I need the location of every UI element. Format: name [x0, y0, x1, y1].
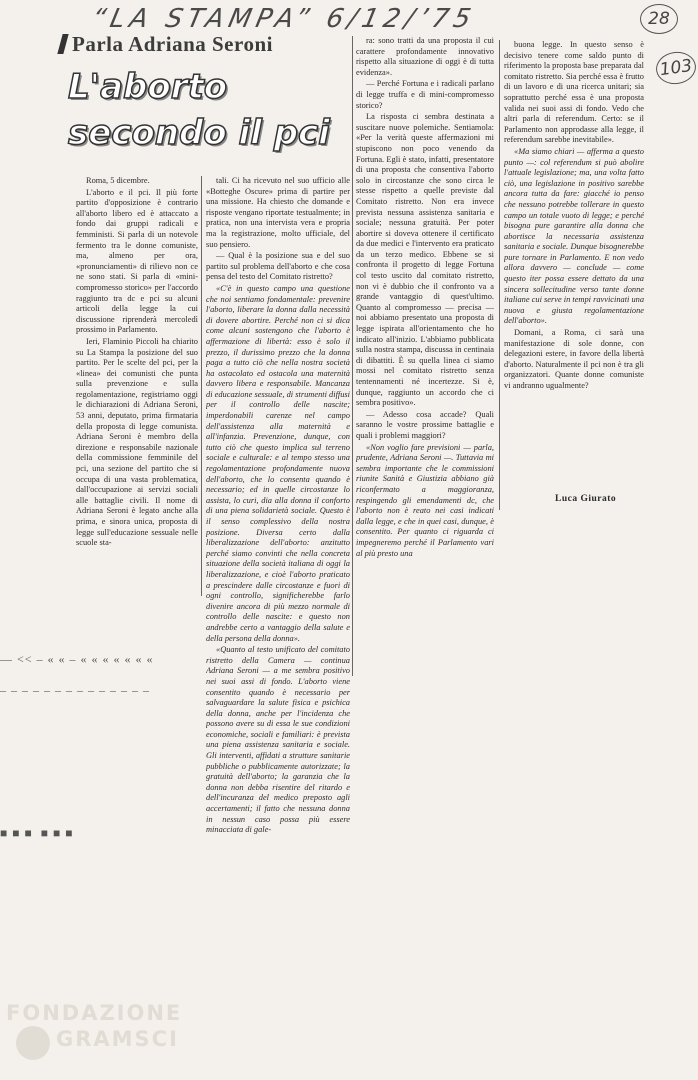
- paragraph: Domani, a Roma, ci sarà una manifestazione di sole donne, con delegazioni estere, in favore della libertà d'aborto. Naturalmente il pci non è tra gli organizzatori. Quante donne comuniste vi andranno ugualmente?: [504, 328, 644, 390]
- paragraph: buona legge. In questo senso è decisivo tenere come saldo punto di riferimento la proposta base preparata dal comitato ristretto. Sia perché essa è frutto di un lavoro e di una ricerca unitari; sia soprattutto perché essa è una proposta valida nei suoi assi di fondo. Vedo che altri parla di referendum. Certo: se il Parlamento non approdasse alla legge, il referendum sarebbe inevitabile».: [504, 40, 644, 145]
- kicker-text: Parla Adriana Seroni: [72, 32, 273, 56]
- paragraph: «Non voglio fare previsioni — parla, prudente, Adriana Seroni —. Tuttavia mi sembra importante che le commissioni riunite Sanità e Giustizia abbiano già riconfermato a maggioranza, respingendo gli emendamenti dc, che l'aborto non è reato nei casi indicati dalla legge, e che in quei casi, dunque, è consentito. Per quanto ci riguarda ci impegneremo perché il Parlamento vari al più presto una: [356, 442, 494, 558]
- column-divider: [499, 40, 500, 510]
- text-column-4: [504, 40, 644, 510]
- paragraph: ra: sono tratti da una proposta il cui carattere profondamente innovativo rispetto alla situazione di oggi è di tutta evidenza».: [356, 36, 494, 77]
- watermark-line-2: GRAMSCI: [56, 1027, 179, 1051]
- article-title: L'aborto secondo il pci: [68, 67, 330, 153]
- paragraph: Ieri, Flaminio Piccoli ha chiarito su La Stampa la posizione del suo partito. Per le scelte del pci, per la «linea» dei comunisti che punta sulla prevenzione e sulla regolamentazione, registriamo oggi le dichiarazioni di Adriana Seroni, 53 anni, deputato, prima firmataria della proposta di legge comunista. Adriana Seroni è membro della direzione e responsabile nazionale della commissione femminile del pci, una sezione del partito che si occupa di una vasta problematica, dall'occupazione ai servizi sociali alle battaglie civili. Il nome di Adriana Seroni è legato anche alla prima, e sinora unica, proposta di legge sull'educazione sessuale nelle scuole sta-: [76, 336, 198, 548]
- archive-watermark: [6, 1000, 182, 1052]
- fold-marks: — << – « « – « « « « « « «: [0, 652, 154, 666]
- watermark-line-1: FONDAZIONE: [6, 1001, 183, 1025]
- article-byline: Luca Giurato: [555, 494, 617, 504]
- text-column-3: [356, 36, 494, 666]
- text-column-2: [206, 176, 350, 1046]
- paragraph: «Quanto al testo unificato del comitato ristretto della Camera — continua Adriana Seroni — a me sembra positivo nei suoi assi di fondo. L'aborto viene consentito quando è necessario per salvaguardare la salute fisica e psichica della donna, anche per l'incidenza che possono avere su di essa le sue condizioni economiche, sociali e familiari: è prevista una piena assistenza sanitaria e sociale. Gli interventi, affidati a strutture sanitarie pubbliche o pubblicamente autorizzate; la gratuità dell'aborto; la garanzia che la donna non debba risentire del ritardo e dell'incuranza del medico preposto agli accertamenti; il fatto che nessuna donna in nessun caso possa più essere minacciata di gale-: [206, 645, 350, 835]
- paragraph: La risposta ci sembra destinata a suscitare nuove polemiche. Sentiamola: «Per la verità queste affermazioni mi stupiscono non poco venendo da Fortuna. Egli è stato, infatti, presentatore di una proposta che consentiva l'aborto solo in circostanze che sono circa le stesse rispetto a quelle previste dal Comitato ristretto. Non era invece prevista nessuna assistenza sanitaria e sociale; nessuna gratuità. Per poter abortire si doveva ottenere il certificato da due medici e l'intervento era praticato da un terzo medico. Ebbene se si confronta il progetto di legge Fortuna col testo uscito dal comitato ristretto, non vi è dubbio che il confronto va a grande vantaggio di quest'ultimo. Quanto al compromesso — precisa — noi abbiamo presentato una proposta di legge ispirata all'orientamento che ho indicato all'inizio. L'abbiamo pubblicata sulla nostra stampa, discussa in centinaia di dibattiti. È su quella linea ci siamo mossi nel comitato ristretto senza tentennamenti né incertezze. Si è, dunque, raggiunto un accordo che ci sembra positivo».: [356, 112, 494, 408]
- text-column-1: [76, 176, 198, 586]
- fold-marks: – – – – – – – – – – – – – –: [0, 683, 150, 697]
- paragraph: — Qual è la posizione sua e del suo partito sul problema dell'aborto e che cosa pensa del testo del Comitato ristretto?: [206, 251, 350, 282]
- slash-mark-icon: [57, 34, 68, 54]
- circled-page-number: 28: [640, 4, 678, 34]
- column-divider: [201, 176, 202, 596]
- paragraph: tali. Ci ha ricevuto nel suo ufficio alle «Botteghe Oscure» prima di partire per una missione. Ha chiesto che domande e risposte vengano riportate testualmente; in pratica, non una intervista vera e propria ma la registrazione, molto ufficiale, del suo pensiero.: [206, 176, 350, 249]
- column-divider: [352, 36, 353, 676]
- paragraph: — Adesso cosa accade? Quali saranno le vostre prossime battaglie e quali i problemi maggiori?: [356, 409, 494, 440]
- paragraph: — Perché Fortuna e i radicali parlano di legge truffa e di mini-compromesso storico?: [356, 79, 494, 110]
- foundation-logo-icon: [16, 1026, 50, 1060]
- handwritten-source-note: “LA STAMPA” 6/12/’75: [88, 4, 479, 34]
- article-kicker: [60, 32, 273, 57]
- paragraph: Roma, 5 dicembre.: [86, 176, 150, 185]
- circled-archive-number: 103: [654, 49, 698, 86]
- paragraph: «C'è in questo campo una questione che noi sentiamo fondamentale: prevenire l'aborto, liberare la donna dalla necessità di dovere abortire. Perché non ci si dica come alcuni sostengono che l'aborto è affermazione di libertà: esso è solo il prezzo, il durissimo prezzo che la donna paga a tutto ciò che nella nostra società ha ostacolato ed ostacola una maternità davvero libera e responsabile. Mancanza di educazione sessuale, di strumenti diffusi per il controllo delle nascite; imperdonabili carenze nel campo dell'assistenza alla maternità e all'infanzia. Prevenzione, dunque, con tutto ciò che questo implica sul terreno sociale e culturale: e al tempo stesso una regolamentazione profondamente nuova dell'aborto, che lo consenta quando è necessario; ed in quelle circostanze lo assista, lo curi, dia alla donna il conforto di una piena solidarietà sociale. Questo è il senso complessivo della nostra posizione. Diversa certo dalla liberalizzazione dell'aborto: anzitutto perché siamo convinti che nella concreta situazione della società italiana di oggi la liberalizzazione, e cioè l'aborto praticato a prescindere dalle circostanze e fuori di ogni controllo, significherebbe farlo divenire ancora di più mezzo normale di controllo delle nascite: e questo non andrebbe certo a vantaggio della salute e della persona della donna».: [206, 283, 350, 643]
- paragraph: L'aborto e il pci. Il più forte partito d'opposizione è contrario all'aborto libero ed è attaccato a fondo dai gruppi radicali e femministi. Si parla di un notevole fermento tra le donne comuniste, ma, almeno per ora, «pronunciamenti» di rilievo non ce ne sono stati. Si parla di «mini-compromesso storico» per l'accordo raggiunto tra dc e pci su alcuni articoli della legge la cui discussione riprenderà mercoledì prossimo in Parlamento.: [76, 187, 198, 335]
- paragraph: «Ma siamo chiari — afferma a questo punto —: col referendum si può abolire l'attuale legislazione; ma, una volta fatto ciò, una legislazione in positivo sarebbe ancora tutta da fare: giacché io penso che nessuno potrebbe tollerare in questo campo un totale vuoto di legge; e perché bisogna pure garantire alla donna che abortisce la necessaria assistenza sanitaria e sociale. Dunque bisognerebbe pure tornare in Parlamento. E non vedo allora davvero — conclude — come questo iter possa essere dettato da una sincera sollecitudine verso tante donne italiane cui serve in tempi ravvicinati una nuova e giusta regolamentazione dell'aborto».: [504, 146, 644, 326]
- fold-marks: ■ ■ ■ ■ ■ ■: [0, 826, 74, 840]
